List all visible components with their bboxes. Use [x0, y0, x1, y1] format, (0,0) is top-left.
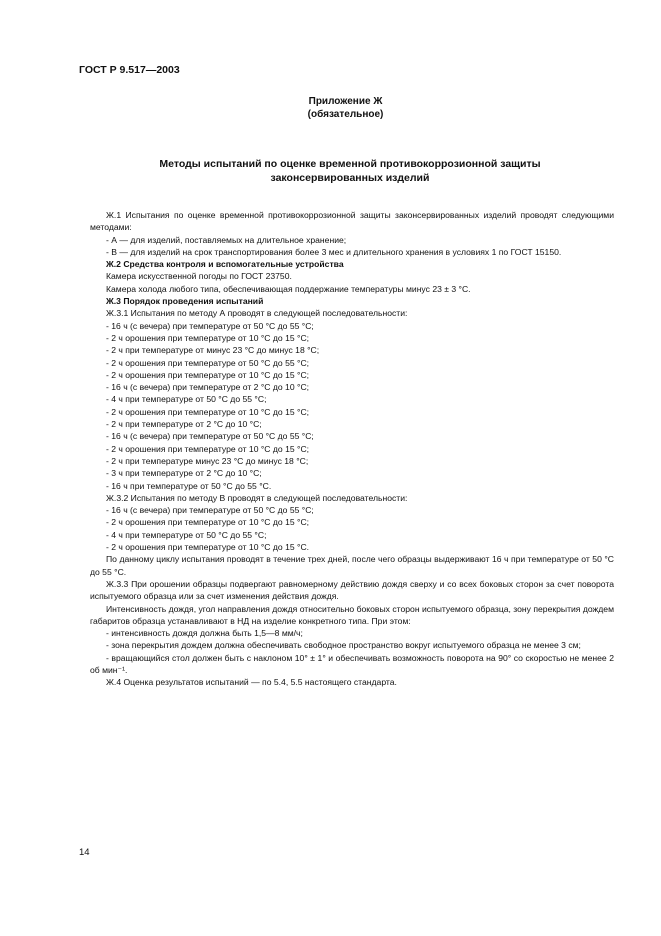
list-item: - 2 ч орошения при температуре от 10 °С до 15 °С;	[106, 369, 310, 380]
list-item: - 2 ч орошения при температуре от 10 °С до 15 °С;	[106, 443, 310, 454]
paragraph: Камера искусственной погоды по ГОСТ 23750.	[106, 271, 292, 282]
appendix-heading	[0, 95, 661, 121]
list-item: - 2 ч орошения при температуре от 10 °С до 15 °С;	[106, 517, 310, 528]
list-item: - 2 ч при температуре от 2 °С до 10 °С;	[106, 419, 262, 430]
list-item: - 2 ч орошения при температуре от 10 °С до 15 °С;	[106, 332, 310, 343]
document-body	[90, 209, 614, 689]
list-item: - 4 ч при температуре от 50 °С до 55 °С;	[106, 529, 267, 540]
appendix-status: (обязательное)	[307, 109, 384, 120]
list-item: - В — для изделий на срок транспортирования более 3 мес и длительного хранения в условиях 1 по ГОСТ 15150.	[106, 246, 562, 257]
list-item: - 2 ч орошения при температуре от 10 °С до 15 °С;	[106, 406, 310, 417]
rain-text: Интенсивность дождя, угол направления дождя относительно боковых сторон испытуемого образца, зону перекрытия дождем габаритов образца устанавливают в НД на изделие конкретного типа. При этом:	[90, 603, 614, 626]
list-item: - 2 ч орошения при температуре от 50 °С до 55 °С;	[106, 357, 310, 368]
list-item: - 16 ч (с вечера) при температуре от 50 °С до 55 °С;	[106, 505, 314, 516]
page-title	[120, 157, 580, 185]
method-b-intro: Ж.3.2 Испытания по методу В проводят в следующей последовательности:	[106, 492, 408, 503]
title-line-2: законсервированных изделий	[270, 172, 430, 184]
list-item: - 2 ч орошения при температуре от 10 °С до 15 °С.	[106, 542, 310, 553]
appendix-label: Приложение Ж	[308, 96, 383, 107]
method-a-intro: Ж.3.1 Испытания по методу А проводят в следующей последовательности:	[106, 308, 408, 319]
list-item: - 2 ч при температуре от минус 23 °С до минус 18 °С;	[106, 345, 320, 356]
list-item: - 16 ч (с вечера) при температуре от 2 °С до 10 °С;	[106, 382, 310, 393]
section-j4-text: Ж.4 Оценка результатов испытаний — по 5.4, 5.5 настоящего стандарта.	[106, 677, 397, 688]
document-id: ГОСТ Р 9.517—2003	[79, 64, 180, 76]
list-item: - 16 ч (с вечера) при температуре от 50 °С до 55 °С;	[106, 320, 314, 331]
list-item: - 2 ч при температуре минус 23 °С до минус 18 °С;	[106, 455, 309, 466]
list-item: - зона перекрытия дождем должна обеспечивать свободное пространство вокруг испытуемого образца не менее 3 см;	[106, 640, 581, 651]
list-item: - 16 ч при температуре от 50 °С до 55 °С.	[106, 480, 272, 491]
list-item: - интенсивность дождя должна быть 1,5—8 мм/ч;	[106, 628, 303, 639]
section-j33-text: Ж.3.3 При орошении образцы подвергают равномерному действию дождя сверху и со всех боковых сторон за счет поворота испытуемого образца или за счет изменения действия дождя.	[90, 578, 614, 602]
list-item: - А — для изделий, поставляемых на длительное хранение;	[106, 234, 347, 245]
page-number: 14	[79, 847, 90, 858]
list-item: - 4 ч при температуре от 50 °С до 55 °С;	[106, 394, 267, 405]
cycle-note: По данному циклу испытания проводят в течение трех дней, после чего образцы выдерживают 16 ч при температуре от 50 °С до 55 °С.	[90, 554, 614, 577]
list-item: - 16 ч (с вечера) при температуре от 50 °С до 55 °С;	[106, 431, 314, 442]
title-line-1: Методы испытаний по оценке временной противокоррозионной защиты	[159, 158, 541, 170]
paragraph: Камера холода любого типа, обеспечивающая поддержание температуры минус 23 ± 3 °С.	[106, 283, 471, 294]
section-j1-text: Ж.1 Испытания по оценке временной противокоррозионной защиты законсервированных изделий проводят следующими методами:	[90, 210, 614, 233]
list-item: - 3 ч при температуре от 2 °С до 10 °С;	[106, 468, 262, 479]
list-item: - вращающийся стол должен быть с наклоном 10° ± 1° и обеспечивать возможность поворота на 90° со скоростью не менее 2 об мин⁻¹.	[90, 652, 614, 675]
section-j2-heading: Ж.2 Средства контроля и вспомогательные устройства	[106, 259, 344, 270]
section-j3-heading: Ж.3 Порядок проведения испытаний	[106, 296, 264, 307]
